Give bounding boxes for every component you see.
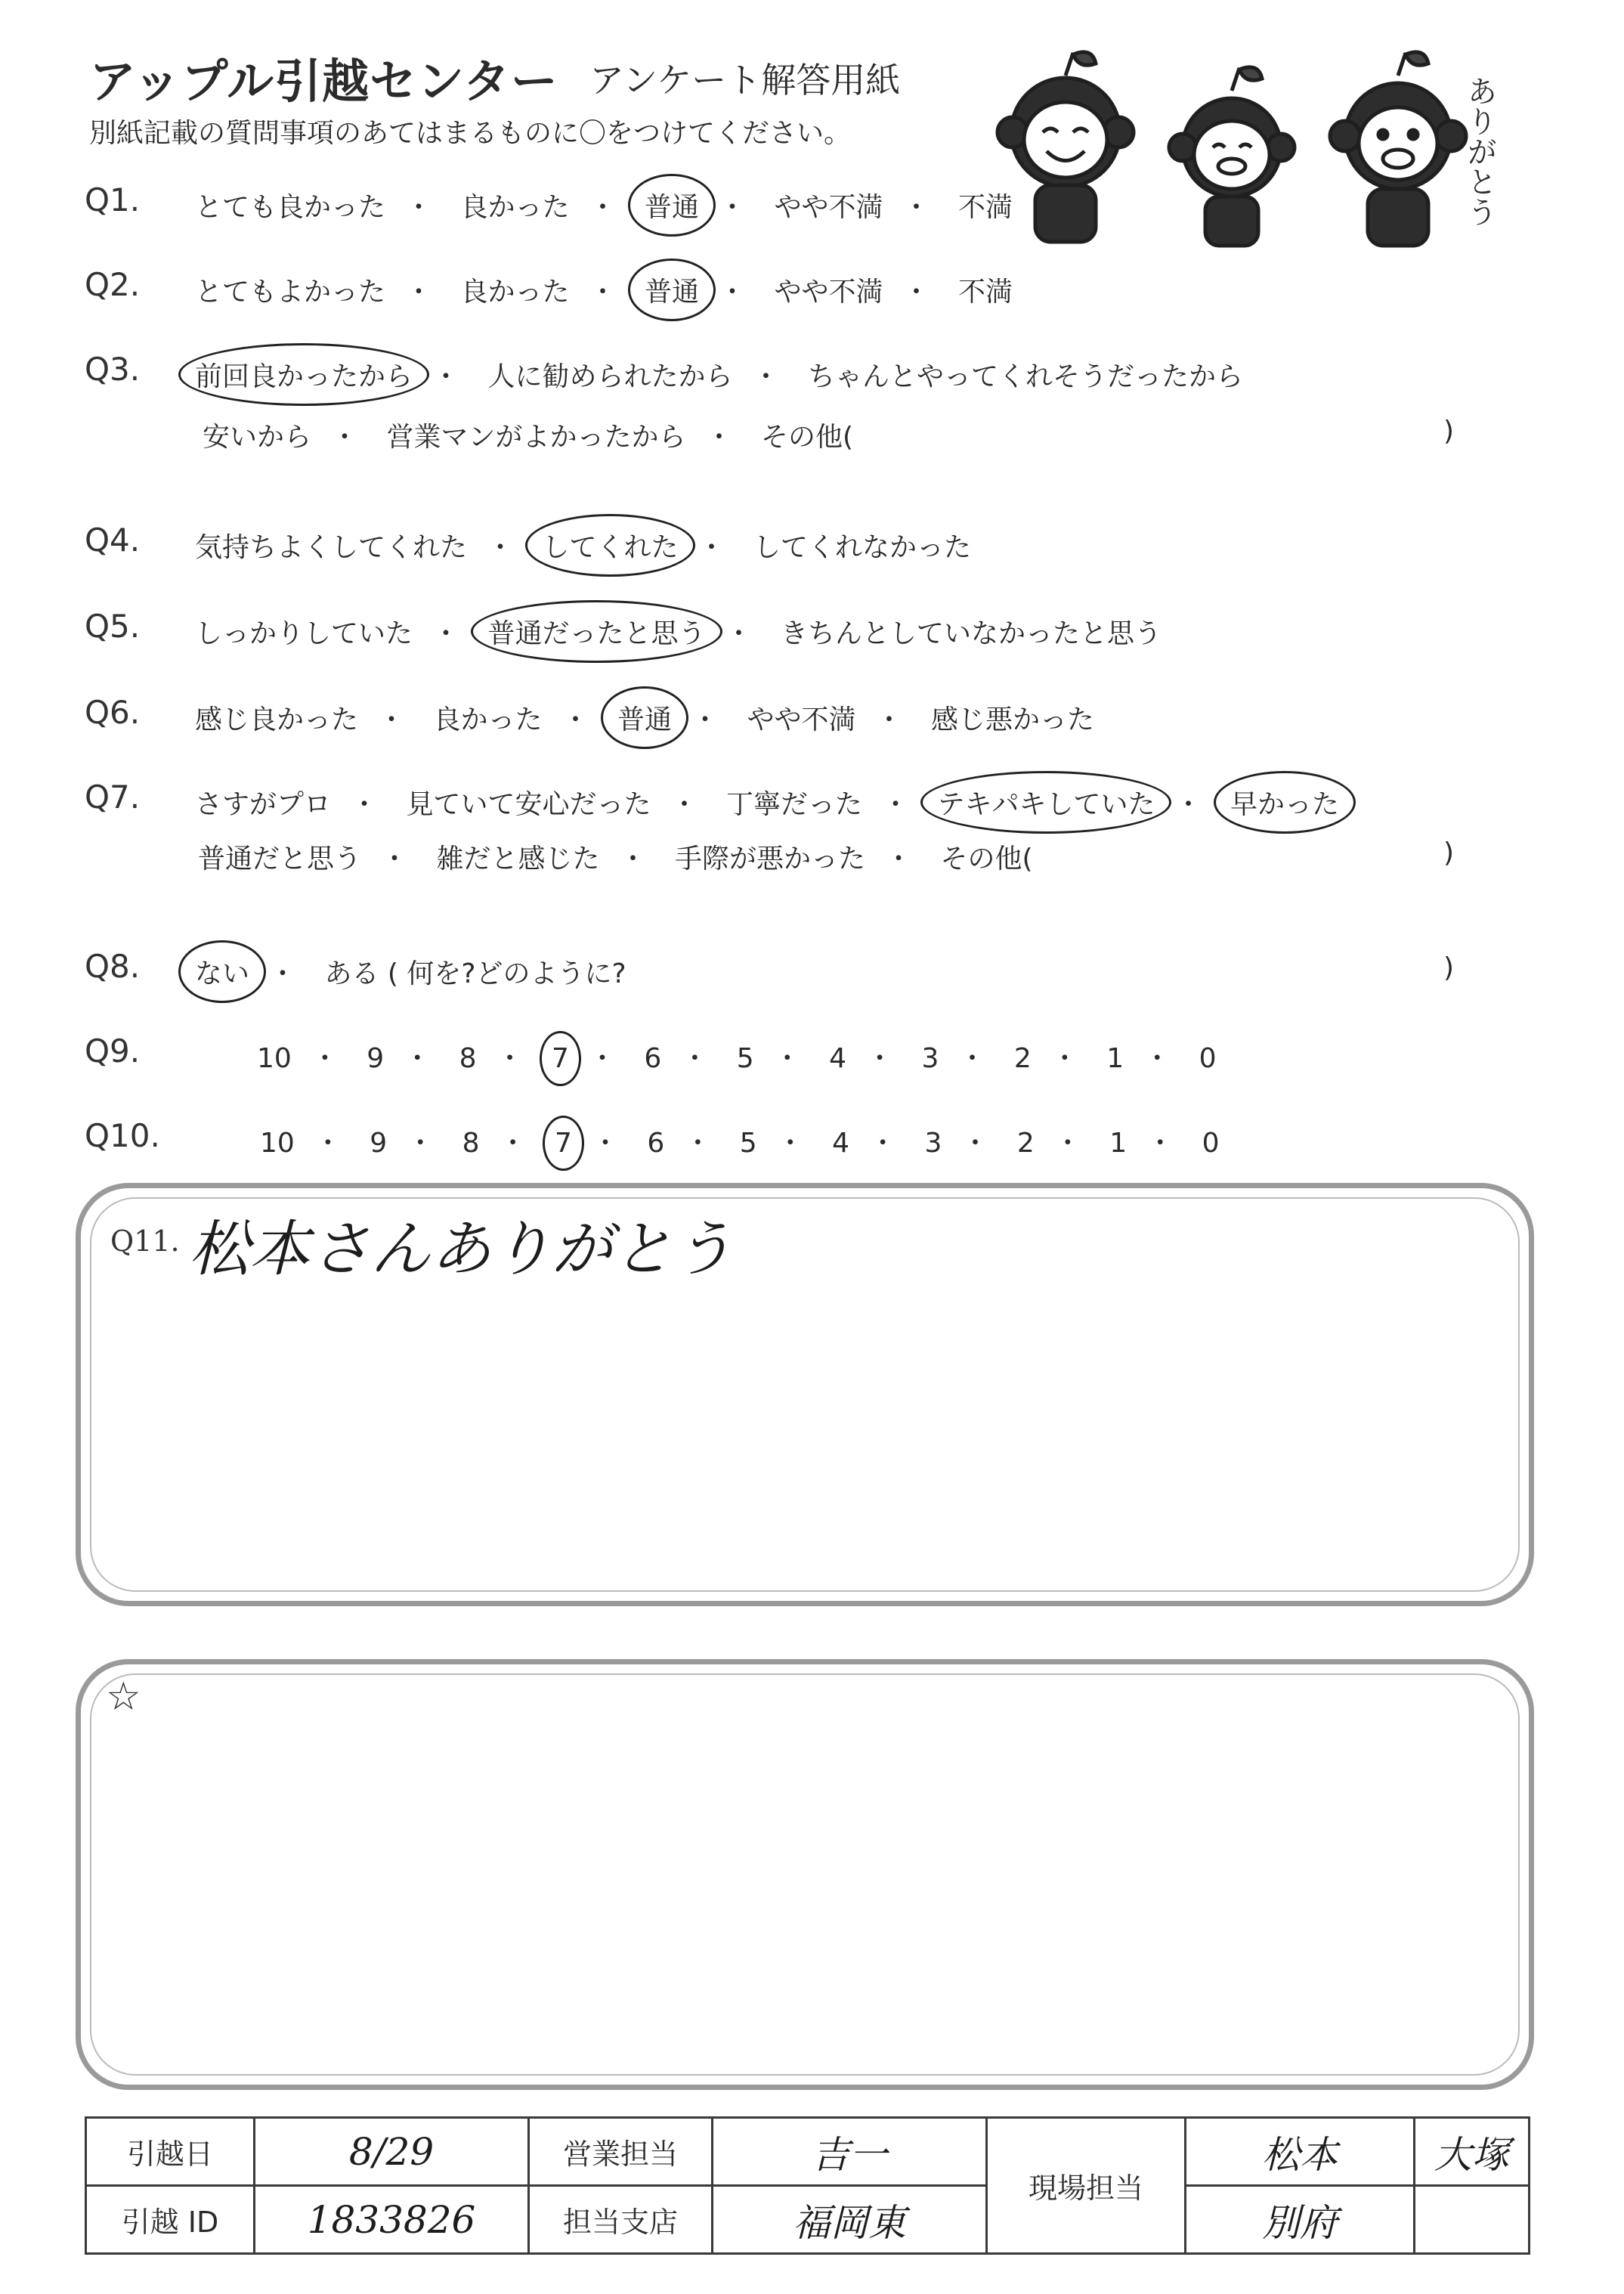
q2-label: Q2. (85, 266, 141, 303)
q3-option[interactable]: 安いから (203, 422, 312, 453)
q9-label: Q9. (85, 1032, 141, 1070)
q9-score[interactable]: 10 (257, 1043, 292, 1074)
q10-score[interactable]: 4 (832, 1128, 850, 1159)
q7-option[interactable]: 見ていて安心だった (406, 789, 651, 820)
q9-score[interactable]: 2 (1013, 1043, 1032, 1074)
q2-option[interactable]: 不満 (957, 277, 1013, 308)
q6-option[interactable]: 良かった (433, 704, 543, 735)
q10-label: Q10. (85, 1117, 160, 1154)
branch-label: 担当支店 (529, 2186, 713, 2254)
q3-options-line2: 安いから ・ 営業マンがよかったから ・ その他( (203, 416, 853, 454)
q7-option-other[interactable]: その他( (940, 844, 1033, 875)
branch-value[interactable]: 福岡東 (713, 2186, 987, 2254)
q1-options: とても良かった ・ 良かった ・ 普通 ・ やや不満 ・ 不満 (195, 186, 1013, 224)
q10-score[interactable]: 8 (462, 1128, 480, 1159)
q5-options: しっかりしていた ・ 普通だったと思う ・ きちんとしていなかったと思う (195, 612, 1162, 651)
instruction-text: 別紙記載の質問事項のあてはまるものに〇をつけてください。 (89, 118, 852, 149)
site-staff-3[interactable]: 別府 (1186, 2186, 1415, 2254)
q9-score[interactable]: 5 (736, 1043, 754, 1074)
q5-option[interactable]: しっかりしていた (195, 618, 413, 649)
q1-option[interactable]: とても良かった (195, 192, 386, 223)
q7-option[interactable]: 雑だと感じた (436, 844, 600, 875)
q9-score-selected[interactable]: 7 (552, 1043, 569, 1074)
move-date-label: 引越日 (86, 2118, 255, 2186)
q6-option[interactable]: 感じ良かった (195, 704, 359, 735)
notes-box[interactable] (76, 1659, 1534, 2090)
site-staff-1[interactable]: 松本 (1186, 2118, 1415, 2186)
q7-option[interactable]: 丁寧だった (725, 789, 862, 820)
q11-label: Q11. (110, 1224, 180, 1258)
q9-score[interactable]: 0 (1199, 1043, 1217, 1074)
q3-label: Q3. (85, 351, 141, 388)
q6-option-selected[interactable]: 普通 (617, 698, 672, 737)
q2-option[interactable]: 良かった (460, 277, 570, 308)
q3-option[interactable]: ちゃんとやってくれそうだったから (807, 361, 1243, 392)
q6-option[interactable]: 感じ悪かった (930, 704, 1094, 735)
q3-option-other[interactable]: その他( (760, 422, 854, 453)
q3-option[interactable]: 営業マンがよかったから (386, 422, 686, 453)
q8-option-selected[interactable]: ない (195, 952, 249, 991)
q10-score-selected[interactable]: 7 (555, 1128, 572, 1159)
q9-scale: 10 ・ 9 ・ 8 ・ 7 ・ 6 ・ 5 ・ 4 ・ 3 ・ 2 ・ 1 ・ 0 (257, 1043, 1217, 1074)
q5-label: Q5. (85, 608, 141, 645)
move-date-value[interactable]: 8/29 (255, 2118, 529, 2186)
thanks-text: ありがとう (1462, 76, 1497, 227)
q10-score[interactable]: 3 (924, 1128, 942, 1159)
site-staff-2[interactable]: 大塚 (1415, 2118, 1530, 2186)
q7-label: Q7. (85, 779, 141, 816)
q2-option-selected[interactable]: 普通 (645, 271, 699, 309)
q3-close-paren: ) (1443, 416, 1455, 447)
move-id-value[interactable]: 1833826 (255, 2186, 529, 2254)
q6-options: 感じ良かった ・ 良かった ・ 普通 ・ やや不満 ・ 感じ悪かった (195, 698, 1094, 737)
q3-option-selected[interactable]: 前回良かったから (195, 355, 413, 394)
q7-close-paren: ) (1443, 837, 1455, 868)
star-icon: ☆ (106, 1674, 141, 1720)
q4-option[interactable]: 気持ちよくしてくれた (195, 532, 468, 563)
q1-option-selected[interactable]: 普通 (645, 186, 699, 224)
q11-handwritten-answer: 松本さんありがとう (189, 1214, 733, 1284)
q9-score[interactable]: 1 (1106, 1043, 1124, 1074)
q6-label: Q6. (85, 694, 141, 731)
q8-option[interactable]: ある ( 何を?どのように? (324, 958, 626, 989)
form-subtitle: アンケート解答用紙 (589, 60, 901, 101)
q5-option[interactable]: きちんとしていなかったと思う (780, 618, 1162, 649)
q7-options: さすがプロ ・ 見ていて安心だった ・ 丁寧だった ・ テキパキしていた ・ 早かった (195, 783, 1339, 822)
q10-scale: 10 ・ 9 ・ 8 ・ 7 ・ 6 ・ 5 ・ 4 ・ 3 ・ 2 ・ 1 ・ 0 (260, 1128, 1220, 1159)
q10-score[interactable]: 6 (647, 1128, 665, 1159)
q8-options: ない ・ ある ( 何を?どのように? (195, 952, 626, 991)
q3-options: 前回良かったから ・ 人に勧められたから ・ ちゃんとやってくれそうだったから (195, 355, 1243, 394)
q1-label: Q1. (85, 181, 141, 218)
q4-option-selected[interactable]: してくれた (542, 526, 678, 565)
mascot-illustration (982, 45, 1527, 257)
q8-label: Q8. (85, 948, 141, 985)
q7-option[interactable]: さすがプロ (195, 789, 332, 820)
q2-options: とてもよかった ・ 良かった ・ 普通 ・ やや不満 ・ 不満 (195, 271, 1013, 309)
q10-score[interactable]: 9 (370, 1128, 388, 1159)
q4-label: Q4. (85, 522, 141, 559)
q1-option[interactable]: 不満 (957, 192, 1013, 223)
q10-score[interactable]: 10 (260, 1128, 295, 1159)
q9-score[interactable]: 6 (644, 1043, 662, 1074)
q4-options: 気持ちよくしてくれた ・ してくれた ・ してくれなかった (195, 526, 971, 565)
site-staff-label: 現場担当 (987, 2118, 1186, 2254)
move-id-label: 引越 ID (86, 2186, 255, 2254)
q7-options-line2: 普通だと思う ・ 雑だと感じた ・ 手際が悪かった ・ その他( (198, 837, 1033, 876)
q2-option[interactable]: とてもよかった (195, 277, 386, 308)
q8-close-paren: ) (1443, 952, 1455, 983)
sales-value[interactable]: 吉一 (713, 2118, 987, 2186)
q1-option[interactable]: やや不満 (774, 192, 883, 223)
q10-score[interactable]: 1 (1109, 1128, 1128, 1159)
q10-score[interactable]: 2 (1016, 1128, 1035, 1159)
company-title: アップル引越センター (89, 54, 558, 109)
q7-option-selected[interactable]: テキパキしていた (937, 783, 1155, 822)
q7-option[interactable]: 手際が悪かった (674, 844, 865, 875)
q1-option[interactable]: 良かった (460, 192, 570, 223)
q10-score[interactable]: 5 (739, 1128, 757, 1159)
q7-option[interactable]: 普通だと思う (198, 844, 362, 875)
q10-score[interactable]: 0 (1202, 1128, 1220, 1159)
sales-label: 営業担当 (529, 2118, 713, 2186)
q2-option[interactable]: やや不満 (774, 277, 883, 308)
q6-option[interactable]: やや不満 (747, 704, 856, 735)
q4-option[interactable]: してくれなかった (753, 532, 971, 563)
q3-option[interactable]: 人に勧められたから (487, 361, 733, 392)
q9-score[interactable]: 8 (459, 1043, 477, 1074)
site-staff-4[interactable] (1415, 2186, 1530, 2254)
q5-option-selected[interactable]: 普通だったと思う (487, 612, 705, 651)
q7-option-selected[interactable]: 早かった (1230, 783, 1339, 822)
footer-table (85, 2116, 1530, 2255)
q9-score[interactable]: 3 (921, 1043, 939, 1074)
q9-score[interactable]: 4 (829, 1043, 847, 1074)
q9-score[interactable]: 9 (367, 1043, 385, 1074)
